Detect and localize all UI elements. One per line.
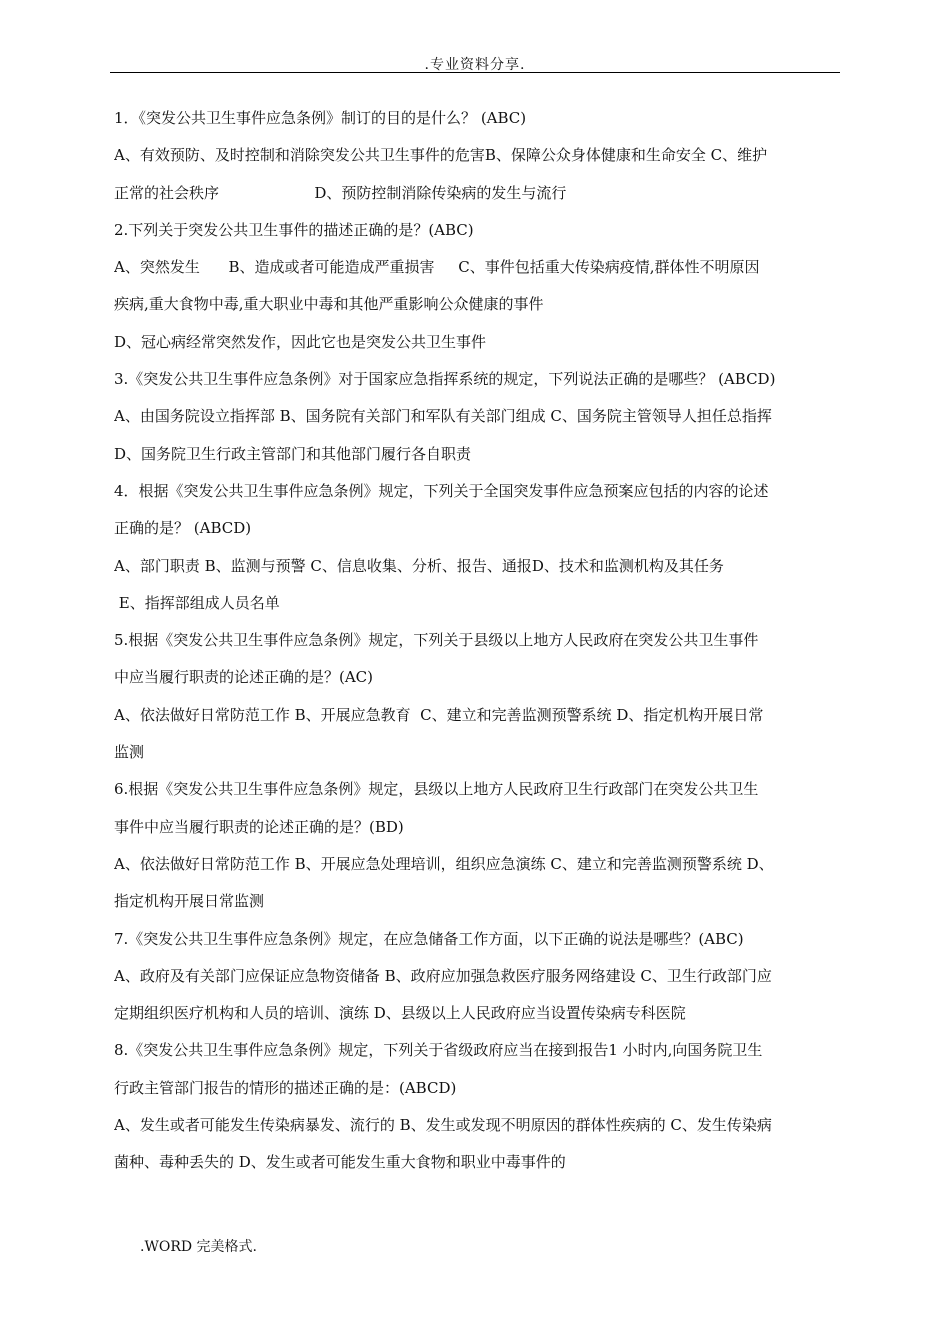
- text-line: 6.根据《突发公共卫生事件应急条例》规定，县级以上地方人民政府卫生行政部门在突发公共卫生: [114, 780, 759, 799]
- text-line: D、国务院卫生行政主管部门和其他部门履行各自职责: [114, 444, 472, 463]
- text-line: 事件中应当履行职责的论述正确的是？(BD): [114, 817, 404, 836]
- text-line: 定期组织医疗机构和人员的培训、演练 D、县级以上人民政府应当设置传染病专科医院: [114, 1004, 686, 1023]
- text-line: 中应当履行职责的论述正确的是？(AC): [114, 668, 374, 687]
- text-line: A、部门职责 B、监测与预警 C、信息收集、分析、报告、通报D、技术和监测机构及其任务: [114, 556, 724, 575]
- text-line: 2.下列关于突发公共卫生事件的描述正确的是？(ABC): [114, 220, 474, 239]
- text-line: 4．根据《突发公共卫生事件应急条例》规定，下列关于全国突发事件应急预案应包括的内容的论述: [114, 481, 769, 500]
- text-line: 指定机构开展日常监测: [114, 892, 265, 911]
- text-line: A、依法做好日常防范工作 B、开展应急教育 C、建立和完善监测预警系统 D、指定机构开展日常: [114, 705, 764, 724]
- text-line: 7.《突发公共卫生事件应急条例》规定，在应急储备工作方面，以下正确的说法是哪些？(ABC): [114, 929, 744, 948]
- text-line: A、发生或者可能发生传染病暴发、流行的 B、发生或发现不明原因的群体性疾病的 C、发生传染病: [114, 1116, 772, 1135]
- text-line: 8.《突发公共卫生事件应急条例》规定，下列关于省级政府应当在接到报告1 小时内,向国务院卫生: [114, 1041, 763, 1060]
- header-divider: [110, 72, 840, 73]
- text-line: 正常的社会秩序 D、预防控制消除传染病的发生与流行: [114, 183, 567, 202]
- text-line: A、由国务院设立指挥部 B、国务院有关部门和军队有关部门组成 C、国务院主管领导人担任总指挥: [114, 407, 772, 426]
- text-line: A、政府及有关部门应保证应急物资储备 B、政府应加强急救医疗服务网络建设 C、卫生行政部门应: [114, 966, 772, 985]
- text-line: 监测: [114, 743, 145, 762]
- text-line: 5.根据《突发公共卫生事件应急条例》规定，下列关于县级以上地方人民政府在突发公共卫生事件: [114, 631, 759, 650]
- text-line: A、有效预防、及时控制和消除突发公共卫生事件的危害B、保障公众身体健康和生命安全 C、维护: [114, 146, 768, 165]
- document-body: [114, 104, 846, 1186]
- text-line: A、依法做好日常防范工作 B、开展应急处理培训，组织应急演练 C、建立和完善监测预警系统 D、: [114, 854, 774, 873]
- text-line: D、冠心病经常突然发作，因此它也是突发公共卫生事件: [114, 332, 487, 351]
- text-line: E、指挥部组成人员名单: [114, 593, 280, 612]
- text-line: A、突然发生 B、造成或者可能造成严重损害 C、事件包括重大传染病疫情,群体性不明原因: [114, 258, 760, 277]
- page-footer: .WORD 完美格式.: [140, 1239, 257, 1255]
- text-line: 疾病,重大食物中毒,重大职业中毒和其他严重影响公众健康的事件: [114, 295, 544, 314]
- text-line: 3.《突发公共卫生事件应急条例》对于国家应急指挥系统的规定，下列说法正确的是哪些？ (ABCD): [114, 370, 776, 389]
- text-line: 行政主管部门报告的情形的描述正确的是：(ABCD): [114, 1078, 457, 1097]
- page-header: .专业资料分享.: [424, 57, 526, 73]
- text-line: 菌种、毒种丢失的 D、发生或者可能发生重大食物和职业中毒事件的: [114, 1153, 566, 1172]
- text-line: 1．《突发公共卫生事件应急条例》制订的目的是什么？ (ABC): [114, 109, 527, 127]
- text-line: 正确的是？ (ABCD): [114, 519, 252, 538]
